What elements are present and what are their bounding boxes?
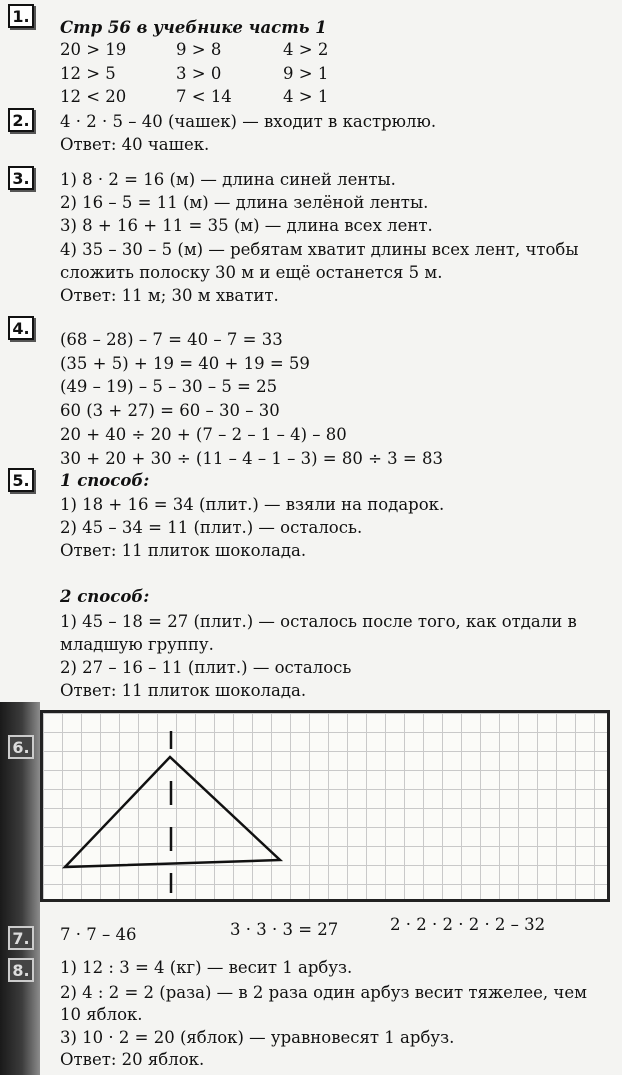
task-6-number: 6. — [8, 735, 34, 759]
task-1-cell: 4 > 1 — [283, 87, 329, 106]
task-4-line: 30 + 20 + 30 ÷ (11 – 4 – 1 – 3) = 80 ÷ 3 = 83 — [60, 449, 443, 468]
task-3-line: 3) 8 + 16 + 11 = 35 (м) — длина всех лент. — [60, 216, 433, 235]
task-8-line: 2) 4 : 2 = 2 (раза) — в 2 раза один арбуз весит тяжелее, чем — [60, 983, 587, 1002]
task-5-line: младшую группу. — [60, 635, 214, 654]
task-7-item: 2 · 2 · 2 · 2 · 2 – 32 — [390, 915, 546, 934]
task-1-cell: 9 > 1 — [283, 64, 329, 83]
task-8-answer: Ответ: 20 яблок. — [60, 1050, 205, 1069]
task-8-line: 10 яблок. — [60, 1005, 143, 1024]
task-5-way-1-heading: 1 способ: — [60, 471, 150, 490]
task-1-cell: 12 < 20 — [60, 87, 127, 106]
task-1-cell: 20 > 19 — [60, 40, 127, 59]
task-5-line: 1) 45 – 18 = 27 (плит.) — осталось после того, как отдали в — [60, 612, 577, 631]
task-3-line: 1) 8 · 2 = 16 (м) — длина синей ленты. — [60, 170, 396, 189]
task-5-number: 5. — [8, 468, 34, 492]
task-8-line: 1) 12 : 3 = 4 (кг) — весит 1 арбуз. — [60, 958, 353, 977]
task-1-cell: 4 > 2 — [283, 40, 329, 59]
task-2-line: 4 · 2 · 5 – 40 (чашек) — входит в кастрюлю. — [60, 112, 437, 131]
task-5-way-2-heading: 2 способ: — [60, 587, 150, 606]
task-2-number: 2. — [8, 108, 34, 132]
task-3-number: 3. — [8, 166, 34, 190]
task-3-line: 4) 35 – 30 – 5 (м) — ребятам хватит длины всех лент, чтобы — [60, 240, 579, 259]
task-1-cell: 12 > 5 — [60, 64, 116, 83]
task-4-line: (35 + 5) + 19 = 40 + 19 = 59 — [60, 354, 310, 373]
task-6-grid — [40, 710, 610, 902]
task-3-answer: Ответ: 11 м; 30 м хватит. — [60, 286, 279, 305]
task-1-cell: 9 > 8 — [176, 40, 222, 59]
task-7-item: 3 · 3 · 3 = 27 — [230, 920, 339, 939]
task-4-line: (49 – 19) – 5 – 30 – 5 = 25 — [60, 377, 278, 396]
task-5-line: 2) 27 – 16 – 11 (плит.) — осталось — [60, 658, 352, 677]
task-7-number: 7. — [8, 926, 34, 950]
task-5-answer: Ответ: 11 плиток шоколада. — [60, 681, 307, 700]
task-5-line: 1) 18 + 16 = 34 (плит.) — взяли на подарок. — [60, 495, 445, 514]
task-8-number: 8. — [8, 958, 34, 982]
task-4-line: 20 + 40 ÷ 20 + (7 – 2 – 1 – 4) – 80 — [60, 425, 347, 444]
task-4-line: (68 – 28) – 7 = 40 – 7 = 33 — [60, 330, 283, 349]
task-1-heading: Стр 56 в учебнике часть 1 — [60, 18, 327, 37]
task-2-answer: Ответ: 40 чашек. — [60, 135, 210, 154]
task-5-answer: Ответ: 11 плиток шоколада. — [60, 541, 307, 560]
task-1-cell: 7 < 14 — [176, 87, 232, 106]
task-3-line: 2) 16 – 5 = 11 (м) — длина зелёной ленты. — [60, 193, 429, 212]
task-8-line: 3) 10 · 2 = 20 (яблок) — уравновесят 1 арбуз. — [60, 1028, 455, 1047]
task-1-cell: 3 > 0 — [176, 64, 222, 83]
triangle-shape — [65, 757, 280, 867]
task-5-line: 2) 45 – 34 = 11 (плит.) — осталось. — [60, 518, 363, 537]
task-4-line: 60 (3 + 27) = 60 – 30 – 30 — [60, 401, 280, 420]
task-4-number: 4. — [8, 316, 34, 340]
triangle-drawing — [43, 713, 607, 899]
task-1-number: 1. — [8, 4, 34, 28]
task-7-item: 7 · 7 – 46 — [60, 925, 137, 944]
task-3-line: сложить полоску 30 м и ещё останется 5 м. — [60, 263, 443, 282]
